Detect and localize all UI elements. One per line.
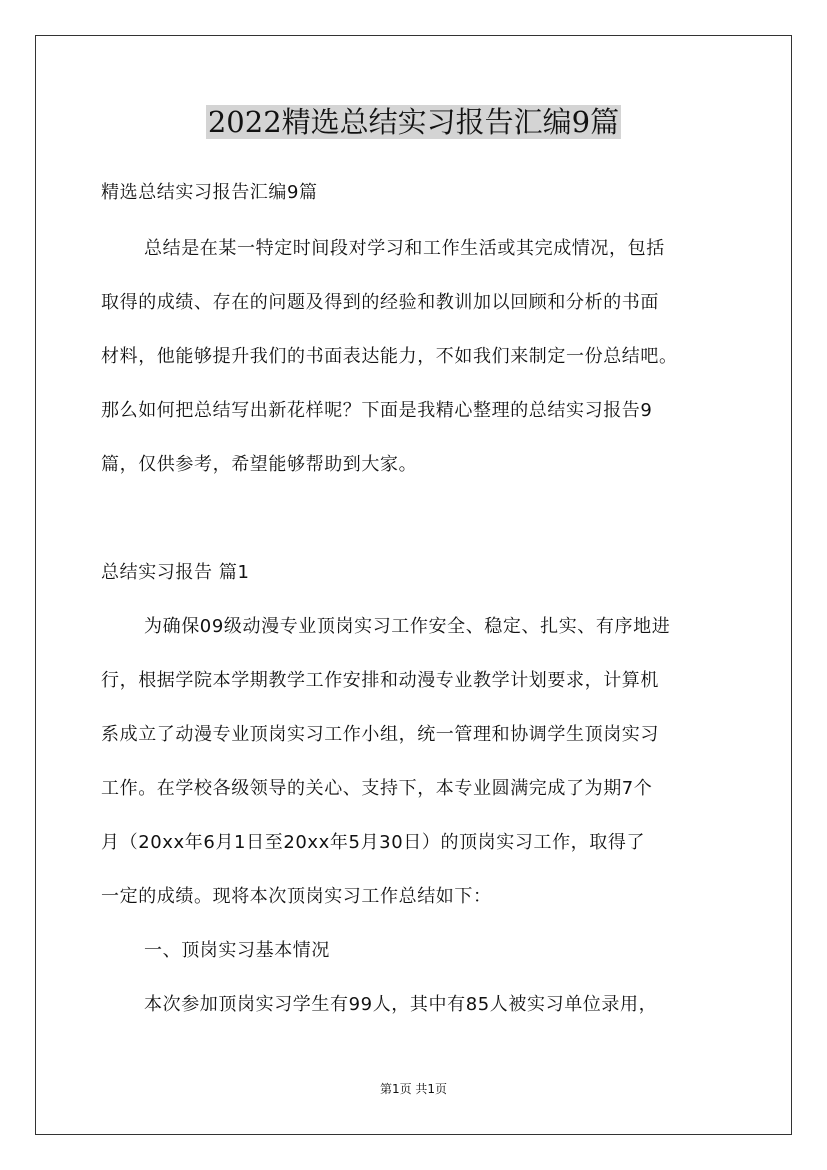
section1-line-2: 行，根据学院本学期教学工作安排和动漫专业教学计划要求，计算机 bbox=[101, 670, 659, 691]
section1-line-6: 一定的成绩。现将本次顶岗实习工作总结如下： bbox=[101, 886, 492, 907]
section1-line-3: 系成立了动漫专业顶岗实习工作小组，统一管理和协调学生顶岗实习 bbox=[101, 724, 659, 745]
intro-line-1: 总结是在某一特定时间段对学习和工作生活或其完成情况，包括 bbox=[144, 238, 665, 259]
intro-line-2: 取得的成绩、存在的问题及得到的经验和教训加以回顾和分析的书面 bbox=[101, 292, 659, 313]
page-footer: 第1页 共1页 bbox=[379, 1082, 448, 1096]
section1-line-4: 工作。在学校各级领导的关心、支持下，本专业圆满完成了为期7个 bbox=[101, 778, 653, 799]
document-title bbox=[0, 100, 827, 144]
document-subtitle: 精选总结实习报告汇编9篇 bbox=[101, 182, 318, 203]
intro-line-3: 材料，他能够提升我们的书面表达能力，不如我们来制定一份总结吧。 bbox=[101, 346, 678, 367]
document-title-text: 2022精选总结实习报告汇编9篇 bbox=[207, 105, 620, 139]
section1-heading: 总结实习报告 篇1 bbox=[101, 562, 250, 583]
section1-line-5: 月（20xx年6月1日至20xx年5月30日）的顶岗实习工作，取得了 bbox=[101, 832, 646, 853]
subheading-1: 一、顶岗实习基本情况 bbox=[144, 940, 330, 961]
intro-line-5: 篇，仅供参考，希望能够帮助到大家。 bbox=[101, 454, 418, 475]
section1-line-1: 为确保09级动漫专业顶岗实习工作安全、稳定、扎实、有序地进 bbox=[144, 616, 671, 637]
intro-line-4: 那么如何把总结写出新花样呢？下面是我精心整理的总结实习报告9 bbox=[101, 400, 653, 421]
section1-para2-line-1: 本次参加顶岗实习学生有99人，其中有85人被实习单位录用， bbox=[144, 994, 658, 1015]
